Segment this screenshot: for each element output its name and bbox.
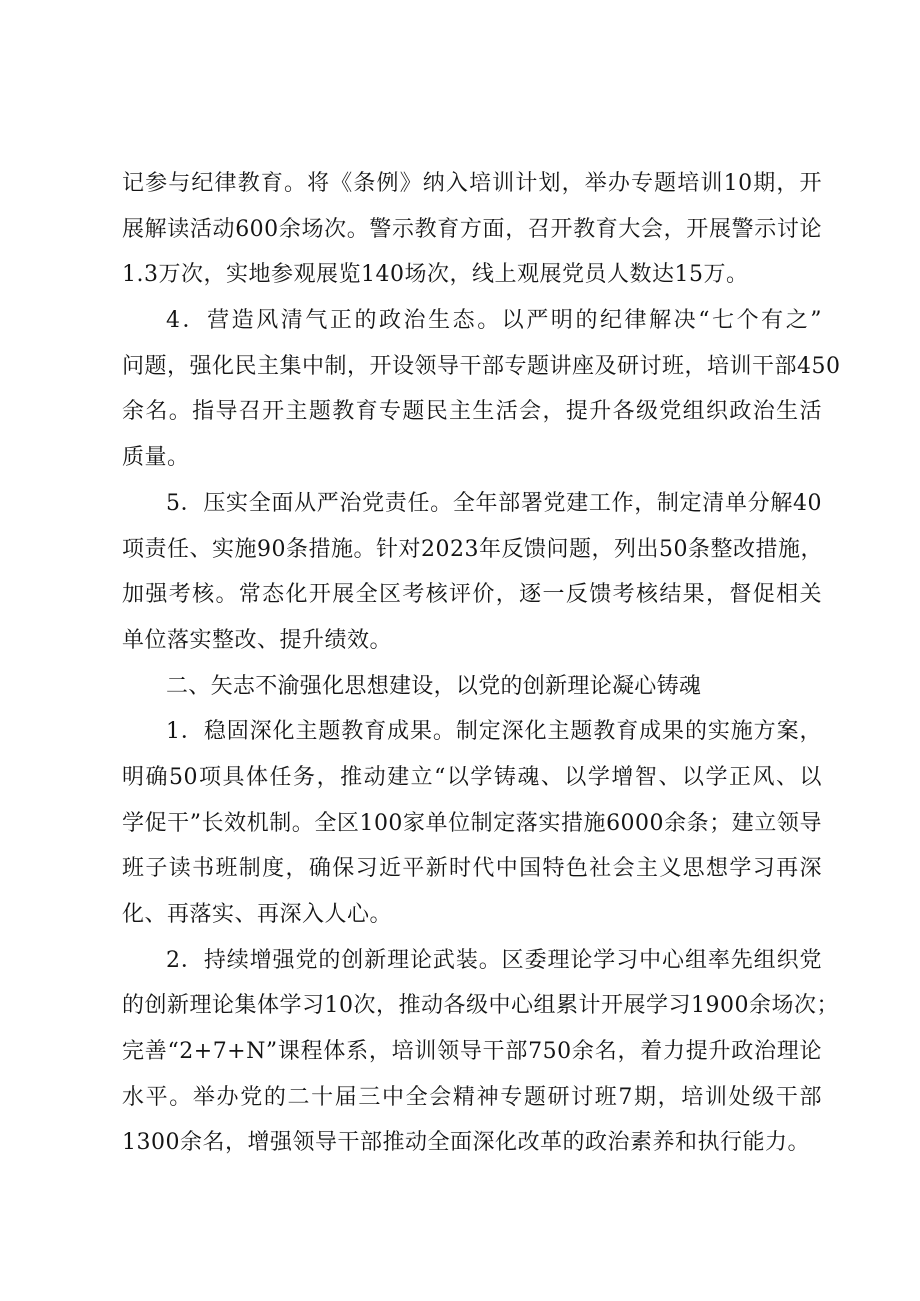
text-line: 余名。指导召开主题教育专题民主生活会，提升各级党组织政治生活	[122, 399, 822, 425]
text-line: 水平。举办党的二十届三中全会精神专题研讨班7期，培训处级干部	[122, 1084, 822, 1110]
text-line: 2．持续增强党的创新理论武装。区委理论学习中心组率先组织党	[166, 947, 822, 973]
text-line: 的创新理论集体学习10次，推动各级中心组累计开展学习1900余场次；	[122, 993, 839, 1019]
text-line: 加强考核。常态化开展全区考核评价，逐一反馈考核结果，督促相关	[122, 582, 822, 608]
text-line: 1300余名，增强领导干部推动全面深化改革的政治素养和执行能力。	[122, 1130, 810, 1156]
text-line: 单位落实整改、提升绩效。	[122, 627, 393, 653]
paragraph-item-4	[122, 298, 841, 481]
text-line: 班子读书班制度，确保习近平新时代中国特色社会主义思想学习再深	[122, 856, 822, 882]
text-line: 学促干”长效机制。全区100家单位制定落实措施6000余条；建立领导	[122, 810, 822, 836]
paragraph-discipline-education	[122, 161, 822, 298]
text-line: 明确50项具体任务，推动建立“以学铸魂、以学增智、以学正风、以	[122, 764, 822, 790]
text-line: 展解读活动600余场次。警示教育方面，召开教育大会，开展警示讨论	[122, 216, 822, 242]
text-line: 化、再落实、再深入人心。	[122, 902, 393, 927]
text-line: 记参与纪律教育。将《条例》纳入培训计划，举办专题培训10期，开	[122, 171, 822, 196]
text-line: 1.3万次，实地参观展览140场次，线上观展党员人数达15万。	[122, 262, 749, 288]
text-line: 5．压实全面从严治党责任。全年部署党建工作，制定清单分解40	[166, 490, 822, 516]
text-line: 完善“2+7+N”课程体系，培训领导干部750余名，着力提升政治理论	[122, 1039, 822, 1065]
paragraph-item-5	[122, 481, 822, 664]
paragraph-section2-item-2	[122, 938, 839, 1166]
text-line: 1．稳固深化主题教育成果。制定深化主题教育成果的实施方案，	[166, 719, 822, 745]
text-line: 4．营造风清气正的政治生态。以严明的纪律解决“七个有之”	[166, 308, 822, 334]
text-line: 项责任、实施90条措施。针对2023年反馈问题，列出50条整改措施，	[122, 536, 823, 562]
paragraph-section2-item-1	[122, 709, 822, 937]
section-heading: 二、矢志不渝强化思想建设，以党的创新理论凝心铸魂	[166, 673, 702, 699]
text-line: 质量。	[122, 445, 190, 471]
text-line: 问题，强化民主集中制，开设领导干部专题讲座及研讨班，培训干部450	[122, 353, 841, 379]
document-body	[122, 161, 841, 1166]
